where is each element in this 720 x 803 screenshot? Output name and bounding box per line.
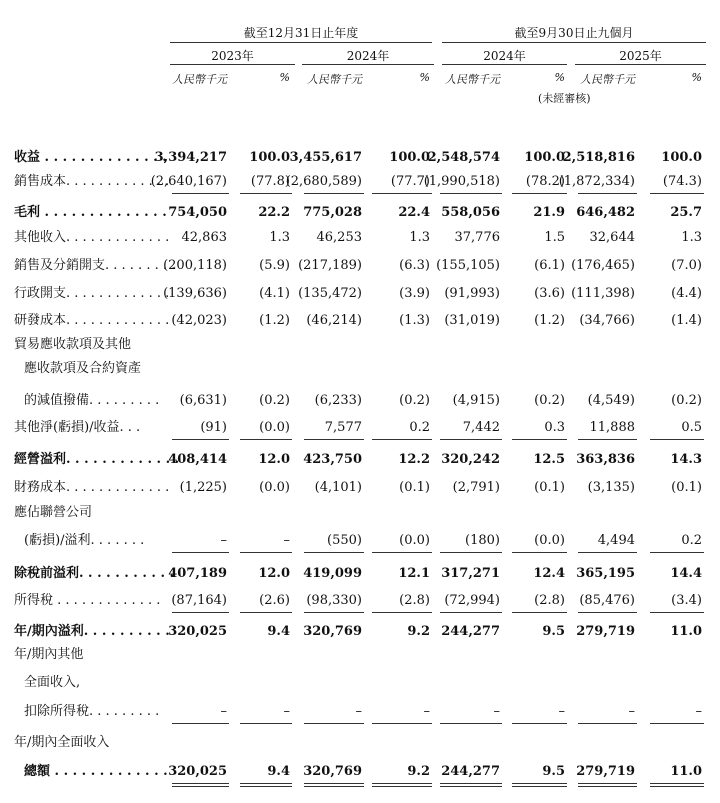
table-cell: 7,442 [462, 420, 500, 435]
table-cell: 363,836 [576, 452, 635, 467]
subtotal-rule [650, 193, 704, 194]
table-cell: – [355, 704, 362, 719]
table-cell: 11.0 [670, 624, 702, 639]
table-cell: 32,644 [589, 230, 635, 245]
table-cell: (0.0) [259, 480, 290, 495]
table-cell: (2,791) [452, 480, 500, 495]
subtotal-rule [512, 552, 567, 553]
table-cell: (0.2) [671, 393, 702, 408]
table-cell: 11.0 [670, 764, 702, 779]
table-cell: (135,472) [298, 286, 362, 301]
row-label: 收益 . . . . . . . . . . . . . . [14, 150, 167, 165]
table-cell: 1.3 [681, 230, 702, 245]
table-cell: – [558, 704, 565, 719]
table-cell: 558,056 [441, 205, 500, 220]
subtotal-rule [240, 193, 292, 194]
table-cell: (180) [465, 533, 500, 548]
percent-label: % [691, 71, 702, 84]
table-cell: (3,135) [587, 480, 635, 495]
table-cell: 100.0 [389, 150, 430, 165]
table-cell: 244,277 [441, 764, 500, 779]
header-rule [170, 42, 432, 43]
subtotal-rule [304, 552, 364, 553]
table-cell: (200,118) [163, 258, 227, 273]
table-cell: (1,990,518) [423, 174, 500, 189]
table-cell: 9.5 [542, 764, 565, 779]
table-cell: 12.0 [258, 452, 290, 467]
table-cell: 2,548,574 [427, 150, 500, 165]
table-cell: (4,915) [452, 393, 500, 408]
table-cell: (34,766) [579, 313, 635, 328]
subtotal-rule [372, 786, 432, 787]
table-cell: (6,233) [314, 393, 362, 408]
table-cell: – [628, 704, 635, 719]
subtotal-rule [172, 723, 229, 724]
subtotal-rule [578, 783, 637, 784]
table-cell: 9.2 [407, 624, 430, 639]
table-cell: (78.2) [525, 174, 565, 189]
table-cell: (46,214) [306, 313, 362, 328]
subtotal-rule [240, 723, 292, 724]
table-cell: 1.3 [409, 230, 430, 245]
table-cell: (3.6) [534, 286, 565, 301]
subtotal-rule [440, 723, 502, 724]
subtotal-rule [172, 783, 229, 784]
table-cell: (0.2) [259, 393, 290, 408]
table-cell: 9.4 [267, 764, 290, 779]
row-label: 年/期內全面收入 [14, 735, 110, 750]
subtotal-rule [578, 723, 637, 724]
table-cell: – [220, 533, 227, 548]
table-cell: 320,025 [168, 764, 227, 779]
row-label: 年/期內溢利. . . . . . . . . . [14, 624, 170, 639]
table-cell: 1.3 [269, 230, 290, 245]
row-label: 除稅前溢利. . . . . . . . . . . [14, 566, 175, 581]
table-cell: (0.1) [534, 480, 565, 495]
unit-label: 人民幣千元 [172, 73, 227, 86]
row-label: 經營溢利. . . . . . . . . . . . . [14, 452, 180, 467]
subtotal-rule [440, 786, 502, 787]
subtotal-rule [512, 786, 567, 787]
year-header-2023: 2023年 [211, 49, 254, 63]
subtotal-rule [304, 783, 364, 784]
table-cell: (98,330) [306, 593, 362, 608]
table-cell: (3.9) [399, 286, 430, 301]
table-cell: (550) [327, 533, 362, 548]
row-label: 銷售成本. . . . . . . . . . . . . [14, 174, 170, 189]
subtotal-rule [650, 786, 704, 787]
subtotal-rule [372, 193, 432, 194]
table-cell: 407,189 [168, 566, 227, 581]
table-cell: 775,028 [303, 205, 362, 220]
year-header-2025-9m: 2025年 [619, 49, 662, 63]
table-cell: 408,414 [168, 452, 227, 467]
subtotal-rule [372, 612, 432, 613]
table-cell: 3,455,617 [289, 150, 362, 165]
table-cell: – [283, 704, 290, 719]
row-label: 銷售及分銷開支. . . . . . . . . [14, 258, 176, 273]
table-cell: (7.0) [671, 258, 702, 273]
percent-label: % [279, 71, 290, 84]
subtotal-rule [650, 612, 704, 613]
table-cell: (4,549) [587, 393, 635, 408]
header-rule [575, 64, 706, 65]
row-label: 應佔聯營公司 [14, 505, 93, 520]
table-cell: (91) [200, 420, 227, 435]
subtotal-rule [372, 439, 432, 440]
subtotal-rule [512, 723, 567, 724]
table-cell: 279,719 [576, 764, 635, 779]
subtotal-rule [578, 786, 637, 787]
table-cell: (111,398) [571, 286, 635, 301]
table-cell: 244,277 [441, 624, 500, 639]
row-label: 的減值撥備. . . . . . . . . [24, 393, 160, 408]
subtotal-rule [512, 439, 567, 440]
table-cell: 14.4 [670, 566, 702, 581]
table-cell: (3.4) [671, 593, 702, 608]
subtotal-rule [304, 786, 364, 787]
header-rule [170, 64, 295, 65]
subtotal-rule [240, 612, 292, 613]
subtotal-rule [172, 552, 229, 553]
table-cell: 423,750 [303, 452, 362, 467]
row-label: 所得稅 . . . . . . . . . . . . . [14, 593, 161, 608]
row-label: 財務成本. . . . . . . . . . . . . [14, 480, 170, 495]
period-header-full-year: 截至12月31日止年度 [243, 26, 359, 40]
table-cell: 25.7 [670, 205, 702, 220]
subtotal-rule [578, 552, 637, 553]
table-cell: 0.5 [681, 420, 702, 435]
table-cell: 2,518,816 [562, 150, 635, 165]
subtotal-rule [440, 193, 502, 194]
row-label: 年/期內其他 [14, 647, 84, 662]
subtotal-rule [650, 552, 704, 553]
subtotal-rule [372, 552, 432, 553]
subtotal-rule [304, 723, 364, 724]
subtotal-rule [172, 612, 229, 613]
row-label: 全面收入, [24, 675, 81, 690]
row-label: 貿易應收款項及其他 [14, 337, 132, 352]
row-label: 總額 . . . . . . . . . . . . . [24, 764, 168, 779]
table-cell: 22.2 [258, 205, 290, 220]
table-cell: (0.2) [399, 393, 430, 408]
table-cell: 100.0 [249, 150, 290, 165]
table-cell: (1.3) [399, 313, 430, 328]
table-cell: 754,050 [168, 205, 227, 220]
subtotal-rule [650, 783, 704, 784]
table-cell: 0.3 [544, 420, 565, 435]
table-cell: (87,164) [171, 593, 227, 608]
table-cell: (1.2) [259, 313, 290, 328]
table-cell: (42,023) [171, 313, 227, 328]
table-cell: (6,631) [179, 393, 227, 408]
table-cell: 3,394,217 [154, 150, 227, 165]
table-cell: 12.1 [398, 566, 430, 581]
unit-label: 人民幣千元 [580, 73, 635, 86]
table-cell: – [220, 704, 227, 719]
table-cell: (0.0) [399, 533, 430, 548]
table-cell: 14.3 [670, 452, 702, 467]
table-cell: (217,189) [298, 258, 362, 273]
table-cell: 279,719 [576, 624, 635, 639]
row-label: 其他收入. . . . . . . . . . . . . [14, 230, 170, 245]
subtotal-rule [578, 193, 637, 194]
subtotal-rule [440, 552, 502, 553]
table-cell: 317,271 [441, 566, 500, 581]
table-cell: 12.2 [398, 452, 430, 467]
subtotal-rule [650, 439, 704, 440]
table-cell: 0.2 [409, 420, 430, 435]
table-cell: 100.0 [661, 150, 702, 165]
table-cell: (77.7) [390, 174, 430, 189]
table-cell: (4.1) [259, 286, 290, 301]
subtotal-rule [440, 612, 502, 613]
row-label: (虧損)/溢利. . . . . . . [24, 533, 145, 548]
table-cell: (2.8) [399, 593, 430, 608]
row-label: 行政開支. . . . . . . . . . . . . [14, 286, 170, 301]
table-cell: (31,019) [444, 313, 500, 328]
table-cell: 12.0 [258, 566, 290, 581]
unaudited-note: (未經審核) [538, 92, 591, 105]
subtotal-rule [172, 786, 229, 787]
table-cell: (139,636) [163, 286, 227, 301]
subtotal-rule [304, 439, 364, 440]
table-cell: 12.5 [533, 452, 565, 467]
table-cell: 42,863 [181, 230, 227, 245]
row-label: 毛利 . . . . . . . . . . . . . . [14, 205, 167, 220]
table-cell: 37,776 [454, 230, 500, 245]
subtotal-rule [372, 723, 432, 724]
subtotal-rule [304, 612, 364, 613]
subtotal-rule [440, 439, 502, 440]
table-cell: (2.8) [534, 593, 565, 608]
table-cell: – [493, 704, 500, 719]
table-cell: (0.1) [671, 480, 702, 495]
subtotal-rule [240, 786, 292, 787]
subtotal-rule [304, 193, 364, 194]
table-cell: (0.0) [259, 420, 290, 435]
subtotal-rule [512, 193, 567, 194]
table-cell: 320,242 [441, 452, 500, 467]
subtotal-rule [240, 783, 292, 784]
row-label: 應收款項及合約資產 [24, 361, 142, 376]
subtotal-rule [578, 612, 637, 613]
table-cell: (2,640,167) [150, 174, 227, 189]
header-rule [442, 64, 567, 65]
subtotal-rule [240, 439, 292, 440]
table-cell: – [695, 704, 702, 719]
year-header-2024-9m: 2024年 [483, 49, 526, 63]
percent-label: % [554, 71, 565, 84]
table-cell: 646,482 [576, 205, 635, 220]
table-cell: 320,025 [168, 624, 227, 639]
table-cell: 0.2 [681, 533, 702, 548]
subtotal-rule [578, 439, 637, 440]
table-cell: (72,994) [444, 593, 500, 608]
unit-label: 人民幣千元 [445, 73, 500, 86]
table-cell: 9.5 [542, 624, 565, 639]
table-cell: (6.1) [534, 258, 565, 273]
subtotal-rule [172, 439, 229, 440]
header-rule [442, 42, 706, 43]
table-cell: (4,101) [314, 480, 362, 495]
subtotal-rule [650, 723, 704, 724]
table-cell: – [283, 533, 290, 548]
table-cell: 9.4 [267, 624, 290, 639]
table-cell: 22.4 [398, 205, 430, 220]
table-cell: (6.3) [399, 258, 430, 273]
table-cell: (85,476) [579, 593, 635, 608]
table-cell: (74.3) [662, 174, 702, 189]
table-cell: (0.1) [399, 480, 430, 495]
table-cell: 1.5 [544, 230, 565, 245]
table-cell: (2,680,589) [285, 174, 362, 189]
table-cell: (1,872,334) [558, 174, 635, 189]
row-label: 扣除所得稅. . . . . . . . . [24, 704, 160, 719]
table-cell: 9.2 [407, 764, 430, 779]
table-cell: 21.9 [533, 205, 565, 220]
table-cell: 11,888 [589, 420, 635, 435]
table-cell: (0.0) [534, 533, 565, 548]
table-cell: (155,105) [436, 258, 500, 273]
subtotal-rule [512, 783, 567, 784]
table-cell: 12.4 [533, 566, 565, 581]
subtotal-rule [440, 783, 502, 784]
subtotal-rule [172, 193, 229, 194]
table-cell: (0.2) [534, 393, 565, 408]
table-cell: 320,769 [303, 764, 362, 779]
subtotal-rule [240, 552, 292, 553]
header-rule [302, 64, 434, 65]
table-cell: (91,993) [444, 286, 500, 301]
table-cell: (1.4) [671, 313, 702, 328]
table-cell: 4,494 [597, 533, 635, 548]
table-cell: (176,465) [571, 258, 635, 273]
table-cell: (2.6) [259, 593, 290, 608]
period-header-nine-months: 截至9月30日止九個月 [514, 26, 634, 40]
row-label: 其他淨(虧損)/收益. . . [14, 420, 141, 435]
subtotal-rule [372, 783, 432, 784]
row-label: 研發成本. . . . . . . . . . . . . [14, 313, 170, 328]
unit-label: 人民幣千元 [307, 73, 362, 86]
table-cell: (5.9) [259, 258, 290, 273]
table-cell: – [423, 704, 430, 719]
table-cell: (77.8) [250, 174, 290, 189]
table-cell: (1.2) [534, 313, 565, 328]
percent-label: % [419, 71, 430, 84]
table-cell: 320,769 [303, 624, 362, 639]
year-header-2024: 2024年 [346, 49, 390, 63]
table-cell: 46,253 [316, 230, 362, 245]
table-cell: 7,577 [324, 420, 362, 435]
table-cell: (1,225) [179, 480, 227, 495]
table-cell: 365,195 [576, 566, 635, 581]
subtotal-rule [512, 612, 567, 613]
table-cell: (4.4) [671, 286, 702, 301]
table-cell: 100.0 [524, 150, 565, 165]
table-cell: 419,099 [303, 566, 362, 581]
